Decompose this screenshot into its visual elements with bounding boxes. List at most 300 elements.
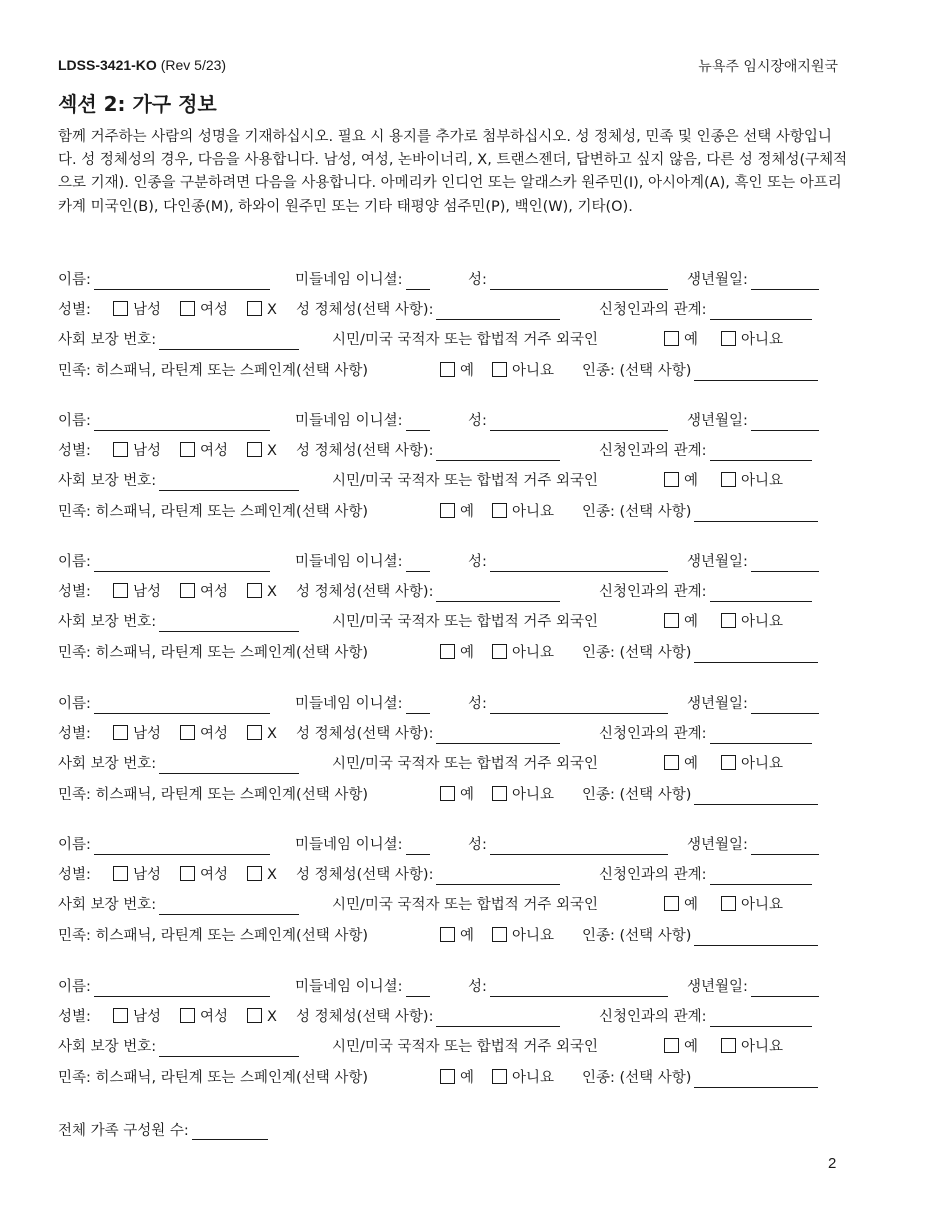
sex-x-option[interactable]: [247, 724, 277, 744]
sex-row: [58, 582, 838, 602]
female-option[interactable]: [180, 441, 228, 461]
citizen-yes-option[interactable]: [664, 471, 698, 491]
hispanic-yes-option[interactable]: [440, 502, 474, 522]
sex-label: 성별:: [58, 302, 91, 318]
relationship-label: 신청인과의 관계:: [599, 1009, 707, 1025]
hispanic-yes-label: 예: [460, 928, 475, 944]
hispanic-no-option[interactable]: [492, 926, 554, 946]
middle-initial-field: [295, 835, 430, 855]
sex-x-checkbox[interactable]: [247, 442, 262, 457]
ssn-field: [58, 330, 299, 350]
female-checkbox[interactable]: [180, 583, 195, 598]
citizen-yes-label: 예: [684, 897, 699, 913]
gender-identity-label: 성 정체성(선택 사항):: [296, 1009, 434, 1025]
household-member-entry: [58, 835, 838, 955]
male-checkbox[interactable]: [113, 442, 128, 457]
citizen-yes-checkbox[interactable]: [664, 755, 679, 770]
sex-row: [58, 865, 838, 885]
ssn-input[interactable]: [159, 899, 299, 915]
ssn-input[interactable]: [159, 616, 299, 632]
gender-identity-input[interactable]: [436, 728, 560, 744]
middle-initial-input[interactable]: [406, 981, 430, 997]
race-field: [582, 502, 818, 522]
male-checkbox[interactable]: [113, 583, 128, 598]
hispanic-no-option[interactable]: [492, 361, 554, 381]
race-label: 인종: (선택 사항): [582, 1070, 692, 1086]
hispanic-no-label: 아니요: [512, 504, 555, 520]
citizen-label: 시민/미국 국적자 또는 합법적 거주 외국인: [332, 473, 599, 489]
gender-identity-field: [296, 865, 560, 885]
sex-x-option[interactable]: [247, 300, 277, 320]
race-input[interactable]: [694, 789, 818, 805]
ssn-label: 사회 보장 번호:: [58, 1039, 157, 1055]
sex-x-label: X: [267, 302, 277, 318]
female-label: 여성: [200, 584, 229, 600]
sex-x-option[interactable]: [247, 582, 277, 602]
last-name-field: [468, 270, 668, 290]
relationship-input[interactable]: [710, 869, 812, 885]
relationship-label: 신청인과의 관계:: [599, 302, 707, 318]
last-name-label: 성:: [468, 554, 487, 570]
male-label: 남성: [133, 726, 162, 742]
last-name-label: 성:: [468, 837, 487, 853]
ethnicity-label: 민족: 히스패닉, 라틴계 또는 스페인계(선택 사항): [58, 645, 368, 661]
citizen-yes-label: 예: [684, 1039, 699, 1055]
citizen-no-checkbox[interactable]: [721, 896, 736, 911]
gender-identity-field: [296, 441, 560, 461]
citizen-no-label: 아니요: [741, 332, 784, 348]
dob-input[interactable]: [751, 839, 819, 855]
household-total-field: [58, 1119, 268, 1140]
sex-row: [58, 724, 838, 744]
relationship-field: [599, 1007, 812, 1027]
relationship-field: [599, 582, 812, 602]
sex-row: [58, 300, 838, 320]
citizen-yes-checkbox[interactable]: [664, 331, 679, 346]
citizen-yes-option[interactable]: [664, 1037, 698, 1057]
citizen-yes-checkbox[interactable]: [664, 896, 679, 911]
dob-input[interactable]: [751, 981, 819, 997]
ethnicity-label: 민족: 히스패닉, 라틴계 또는 스페인계(선택 사항): [58, 363, 368, 379]
middle-initial-input[interactable]: [406, 556, 430, 572]
citizen-no-checkbox[interactable]: [721, 755, 736, 770]
male-label: 남성: [133, 443, 162, 459]
last-name-label: 성:: [468, 413, 487, 429]
hispanic-no-checkbox[interactable]: [492, 1069, 507, 1084]
last-name-field: [468, 552, 668, 572]
female-option[interactable]: [180, 865, 228, 885]
gender-identity-label: 성 정체성(선택 사항):: [296, 302, 434, 318]
last-name-field: [468, 977, 668, 997]
citizen-yes-label: 예: [684, 614, 699, 630]
citizen-yes-checkbox[interactable]: [664, 472, 679, 487]
middle-initial-label: 미들네임 이니셜:: [295, 413, 403, 429]
ethnicity-row: [58, 1068, 838, 1088]
citizen-label: 시민/미국 국적자 또는 합법적 거주 외국인: [332, 1039, 599, 1055]
ssn-input[interactable]: [159, 334, 299, 350]
gender-identity-input[interactable]: [436, 586, 560, 602]
relationship-field: [599, 865, 812, 885]
dob-label: 생년월일:: [687, 554, 748, 570]
male-label: 남성: [133, 584, 162, 600]
hispanic-no-label: 아니요: [512, 1070, 555, 1086]
middle-initial-label: 미들네임 이니셜:: [295, 554, 403, 570]
ssn-row: [58, 471, 838, 491]
ssn-field: [58, 612, 299, 632]
citizen-label: 시민/미국 국적자 또는 합법적 거주 외국인: [332, 897, 599, 913]
female-label: 여성: [200, 302, 229, 318]
relationship-input[interactable]: [710, 586, 812, 602]
citizen-no-label: 아니요: [741, 473, 784, 489]
gender-identity-field: [296, 300, 560, 320]
last-name-input[interactable]: [490, 415, 668, 431]
ssn-row: [58, 1037, 838, 1057]
sex-x-label: X: [267, 443, 277, 459]
ssn-row: [58, 330, 838, 350]
race-field: [582, 926, 818, 946]
ethnicity-row: [58, 643, 838, 663]
hispanic-no-label: 아니요: [512, 787, 555, 803]
first-name-label: 이름:: [58, 837, 91, 853]
male-label: 남성: [133, 867, 162, 883]
dob-field: [687, 835, 819, 855]
ethnicity-label: 민족: 히스패닉, 라틴계 또는 스페인계(선택 사항): [58, 787, 368, 803]
citizen-no-label: 아니요: [741, 897, 784, 913]
sex-label: 성별:: [58, 443, 91, 459]
citizen-no-option[interactable]: [721, 1037, 783, 1057]
female-checkbox[interactable]: [180, 866, 195, 881]
relationship-input[interactable]: [710, 728, 812, 744]
ssn-label: 사회 보장 번호:: [58, 756, 157, 772]
hispanic-yes-option[interactable]: [440, 643, 474, 663]
relationship-field: [599, 441, 812, 461]
citizen-yes-label: 예: [684, 473, 699, 489]
hispanic-yes-checkbox[interactable]: [440, 362, 455, 377]
first-name-label: 이름:: [58, 413, 91, 429]
hispanic-no-checkbox[interactable]: [492, 927, 507, 942]
middle-initial-field: [295, 270, 430, 290]
form-revision: (Rev 5/23): [160, 57, 227, 73]
middle-initial-input[interactable]: [406, 839, 430, 855]
citizen-no-checkbox[interactable]: [721, 1038, 736, 1053]
ssn-field: [58, 471, 299, 491]
race-label: 인종: (선택 사항): [582, 645, 692, 661]
last-name-input[interactable]: [490, 274, 668, 290]
first-name-field: [58, 552, 270, 572]
first-name-input[interactable]: [94, 556, 270, 572]
male-option[interactable]: [113, 865, 161, 885]
dob-label: 생년월일:: [687, 272, 748, 288]
citizen-yes-checkbox[interactable]: [664, 1038, 679, 1053]
first-name-field: [58, 411, 270, 431]
gender-identity-input[interactable]: [436, 304, 560, 320]
ssn-input[interactable]: [159, 1041, 299, 1057]
first-name-field: [58, 977, 270, 997]
hispanic-yes-label: 예: [460, 787, 475, 803]
hispanic-yes-checkbox[interactable]: [440, 927, 455, 942]
last-name-input[interactable]: [490, 839, 668, 855]
last-name-input[interactable]: [490, 698, 668, 714]
female-option[interactable]: [180, 300, 228, 320]
citizen-yes-option[interactable]: [664, 895, 698, 915]
dob-field: [687, 270, 819, 290]
ssn-label: 사회 보장 번호:: [58, 332, 157, 348]
male-checkbox[interactable]: [113, 301, 128, 316]
last-name-input[interactable]: [490, 556, 668, 572]
male-checkbox[interactable]: [113, 1008, 128, 1023]
hispanic-no-option[interactable]: [492, 643, 554, 663]
section-instructions: 함께 거주하는 사람의 성명을 기재하십시오. 필요 시 용지를 추가로 첨부하십시오. 성 정체성, 민족 및 인종은 선택 사항입니다. 성 정체성의 경우, 다음을 사용합니다. 남성, 여성, 논바이너리, X, 트랜스젠더, 답변하고 싶지 않음, 다른 성 정체성(구체적으로 기재). 인종을 구분하려면 다음을 사용합니다. 아메리카 인디언 또는 알래스카 원주민(I), 아시아계(A), 흑인 또는 아프리카계 미국인(B), 다인종(M), 하와이 원주민 또는 기타 태평양 섬주민(P), 백인(W), 기타(O).: [58, 129, 848, 215]
gender-identity-input[interactable]: [436, 1011, 560, 1027]
hispanic-yes-checkbox[interactable]: [440, 1069, 455, 1084]
hispanic-yes-option[interactable]: [440, 1068, 474, 1088]
female-option[interactable]: [180, 582, 228, 602]
citizen-yes-option[interactable]: [664, 612, 698, 632]
household-member-entry: [58, 694, 838, 814]
dob-field: [687, 411, 819, 431]
race-label: 인종: (선택 사항): [582, 928, 692, 944]
sex-x-checkbox[interactable]: [247, 725, 262, 740]
female-label: 여성: [200, 1009, 229, 1025]
ethnicity-row: [58, 785, 838, 805]
middle-initial-field: [295, 552, 430, 572]
ssn-field: [58, 895, 299, 915]
female-label: 여성: [200, 867, 229, 883]
first-name-input[interactable]: [94, 981, 270, 997]
female-checkbox[interactable]: [180, 442, 195, 457]
sex-x-label: X: [267, 867, 277, 883]
hispanic-yes-checkbox[interactable]: [440, 786, 455, 801]
citizen-yes-checkbox[interactable]: [664, 613, 679, 628]
name-row: [58, 977, 838, 997]
ssn-field: [58, 754, 299, 774]
hispanic-no-checkbox[interactable]: [492, 362, 507, 377]
name-row: [58, 835, 838, 855]
name-row: [58, 270, 838, 290]
race-input[interactable]: [694, 647, 818, 663]
middle-initial-input[interactable]: [406, 698, 430, 714]
hispanic-no-option[interactable]: [492, 1068, 554, 1088]
sex-row: [58, 441, 838, 461]
gender-identity-input[interactable]: [436, 445, 560, 461]
ssn-row: [58, 612, 838, 632]
dob-input[interactable]: [751, 698, 819, 714]
relationship-input[interactable]: [710, 304, 812, 320]
last-name-field: [468, 411, 668, 431]
relationship-label: 신청인과의 관계:: [599, 867, 707, 883]
citizen-yes-option[interactable]: [664, 754, 698, 774]
first-name-label: 이름:: [58, 696, 91, 712]
gender-identity-label: 성 정체성(선택 사항):: [296, 867, 434, 883]
citizen-no-option[interactable]: [721, 330, 783, 350]
male-option[interactable]: [113, 441, 161, 461]
citizen-yes-label: 예: [684, 756, 699, 772]
ssn-label: 사회 보장 번호:: [58, 614, 157, 630]
first-name-label: 이름:: [58, 979, 91, 995]
citizen-label: 시민/미국 국적자 또는 합법적 거주 외국인: [332, 756, 599, 772]
household-total-input[interactable]: [192, 1124, 268, 1140]
page-number: 2: [828, 1155, 837, 1172]
dob-field: [687, 552, 819, 572]
first-name-field: [58, 694, 270, 714]
hispanic-no-checkbox[interactable]: [492, 644, 507, 659]
race-label: 인종: (선택 사항): [582, 504, 692, 520]
sex-x-checkbox[interactable]: [247, 583, 262, 598]
female-checkbox[interactable]: [180, 1008, 195, 1023]
hispanic-yes-option[interactable]: [440, 926, 474, 946]
gender-identity-field: [296, 1007, 560, 1027]
sex-row: [58, 1007, 838, 1027]
citizen-no-option[interactable]: [721, 612, 783, 632]
first-name-input[interactable]: [94, 415, 270, 431]
female-option[interactable]: [180, 1007, 228, 1027]
gender-identity-field: [296, 724, 560, 744]
race-input[interactable]: [694, 1072, 818, 1088]
dob-field: [687, 977, 819, 997]
male-label: 남성: [133, 1009, 162, 1025]
gender-identity-label: 성 정체성(선택 사항):: [296, 726, 434, 742]
ethnicity-row: [58, 361, 838, 381]
female-checkbox[interactable]: [180, 725, 195, 740]
male-checkbox[interactable]: [113, 866, 128, 881]
sex-label: 성별:: [58, 726, 91, 742]
race-field: [582, 361, 818, 381]
last-name-field: [468, 694, 668, 714]
gender-identity-label: 성 정체성(선택 사항):: [296, 443, 434, 459]
hispanic-no-label: 아니요: [512, 363, 555, 379]
citizen-no-option[interactable]: [721, 754, 783, 774]
hispanic-yes-checkbox[interactable]: [440, 503, 455, 518]
hispanic-no-option[interactable]: [492, 502, 554, 522]
hispanic-yes-label: 예: [460, 1070, 475, 1086]
male-option[interactable]: [113, 1007, 161, 1027]
female-option[interactable]: [180, 724, 228, 744]
citizen-no-checkbox[interactable]: [721, 331, 736, 346]
household-member-entry: [58, 411, 838, 531]
dob-input[interactable]: [751, 415, 819, 431]
hispanic-yes-option[interactable]: [440, 785, 474, 805]
middle-initial-field: [295, 694, 430, 714]
sex-label: 성별:: [58, 867, 91, 883]
gender-identity-label: 성 정체성(선택 사항):: [296, 584, 434, 600]
ssn-row: [58, 895, 838, 915]
dob-input[interactable]: [751, 556, 819, 572]
ssn-input[interactable]: [159, 475, 299, 491]
middle-initial-input[interactable]: [406, 274, 430, 290]
sex-x-option[interactable]: [247, 865, 277, 885]
citizen-yes-option[interactable]: [664, 330, 698, 350]
first-name-input[interactable]: [94, 698, 270, 714]
household-total-label: 전체 가족 구성원 수:: [58, 1123, 189, 1139]
sex-x-checkbox[interactable]: [247, 866, 262, 881]
race-field: [582, 785, 818, 805]
last-name-label: 성:: [468, 696, 487, 712]
citizen-no-label: 아니요: [741, 614, 784, 630]
sex-x-checkbox[interactable]: [247, 301, 262, 316]
hispanic-yes-option[interactable]: [440, 361, 474, 381]
hispanic-yes-label: 예: [460, 504, 475, 520]
citizen-no-label: 아니요: [741, 756, 784, 772]
sex-x-option[interactable]: [247, 441, 277, 461]
gender-identity-input[interactable]: [436, 869, 560, 885]
hispanic-no-checkbox[interactable]: [492, 503, 507, 518]
race-input[interactable]: [694, 930, 818, 946]
name-row: [58, 552, 838, 572]
citizen-yes-label: 예: [684, 332, 699, 348]
female-label: 여성: [200, 443, 229, 459]
ethnicity-label: 민족: 히스패닉, 라틴계 또는 스페인계(선택 사항): [58, 928, 368, 944]
race-input[interactable]: [694, 506, 818, 522]
sex-x-option[interactable]: [247, 1007, 277, 1027]
ssn-row: [58, 754, 838, 774]
hispanic-no-option[interactable]: [492, 785, 554, 805]
relationship-field: [599, 300, 812, 320]
citizen-no-option[interactable]: [721, 895, 783, 915]
hispanic-no-label: 아니요: [512, 645, 555, 661]
household-member-entry: [58, 552, 838, 672]
first-name-field: [58, 270, 270, 290]
dob-field: [687, 694, 819, 714]
middle-initial-input[interactable]: [406, 415, 430, 431]
name-row: [58, 694, 838, 714]
male-label: 남성: [133, 302, 162, 318]
ethnicity-label: 민족: 히스패닉, 라틴계 또는 스페인계(선택 사항): [58, 1070, 368, 1086]
ethnicity-row: [58, 926, 838, 946]
citizen-no-label: 아니요: [741, 1039, 784, 1055]
relationship-label: 신청인과의 관계:: [599, 443, 707, 459]
ssn-input[interactable]: [159, 758, 299, 774]
first-name-input[interactable]: [94, 274, 270, 290]
middle-initial-label: 미들네임 이니셜:: [295, 272, 403, 288]
hispanic-no-checkbox[interactable]: [492, 786, 507, 801]
middle-initial-field: [295, 411, 430, 431]
hispanic-yes-label: 예: [460, 363, 475, 379]
citizen-no-checkbox[interactable]: [721, 613, 736, 628]
relationship-input[interactable]: [710, 1011, 812, 1027]
relationship-input[interactable]: [710, 445, 812, 461]
race-input[interactable]: [694, 365, 818, 381]
relationship-label: 신청인과의 관계:: [599, 584, 707, 600]
middle-initial-field: [295, 977, 430, 997]
citizen-no-option[interactable]: [721, 471, 783, 491]
dob-input[interactable]: [751, 274, 819, 290]
race-field: [582, 1068, 818, 1088]
male-checkbox[interactable]: [113, 725, 128, 740]
sex-label: 성별:: [58, 1009, 91, 1025]
citizen-label: 시민/미국 국적자 또는 합법적 거주 외국인: [332, 332, 599, 348]
hispanic-no-label: 아니요: [512, 928, 555, 944]
first-name-input[interactable]: [94, 839, 270, 855]
female-label: 여성: [200, 726, 229, 742]
female-checkbox[interactable]: [180, 301, 195, 316]
name-row: [58, 411, 838, 431]
male-option[interactable]: [113, 300, 161, 320]
last-name-field: [468, 835, 668, 855]
sex-label: 성별:: [58, 584, 91, 600]
hispanic-yes-checkbox[interactable]: [440, 644, 455, 659]
sex-x-checkbox[interactable]: [247, 1008, 262, 1023]
ssn-label: 사회 보장 번호:: [58, 897, 157, 913]
male-option[interactable]: [113, 582, 161, 602]
citizen-no-checkbox[interactable]: [721, 472, 736, 487]
sex-x-label: X: [267, 726, 277, 742]
ethnicity-label: 민족: 히스패닉, 라틴계 또는 스페인계(선택 사항): [58, 504, 368, 520]
last-name-input[interactable]: [490, 981, 668, 997]
male-option[interactable]: [113, 724, 161, 744]
middle-initial-label: 미들네임 이니셜:: [295, 979, 403, 995]
citizen-label: 시민/미국 국적자 또는 합법적 거주 외국인: [332, 614, 599, 630]
household-member-entry: [58, 270, 838, 390]
